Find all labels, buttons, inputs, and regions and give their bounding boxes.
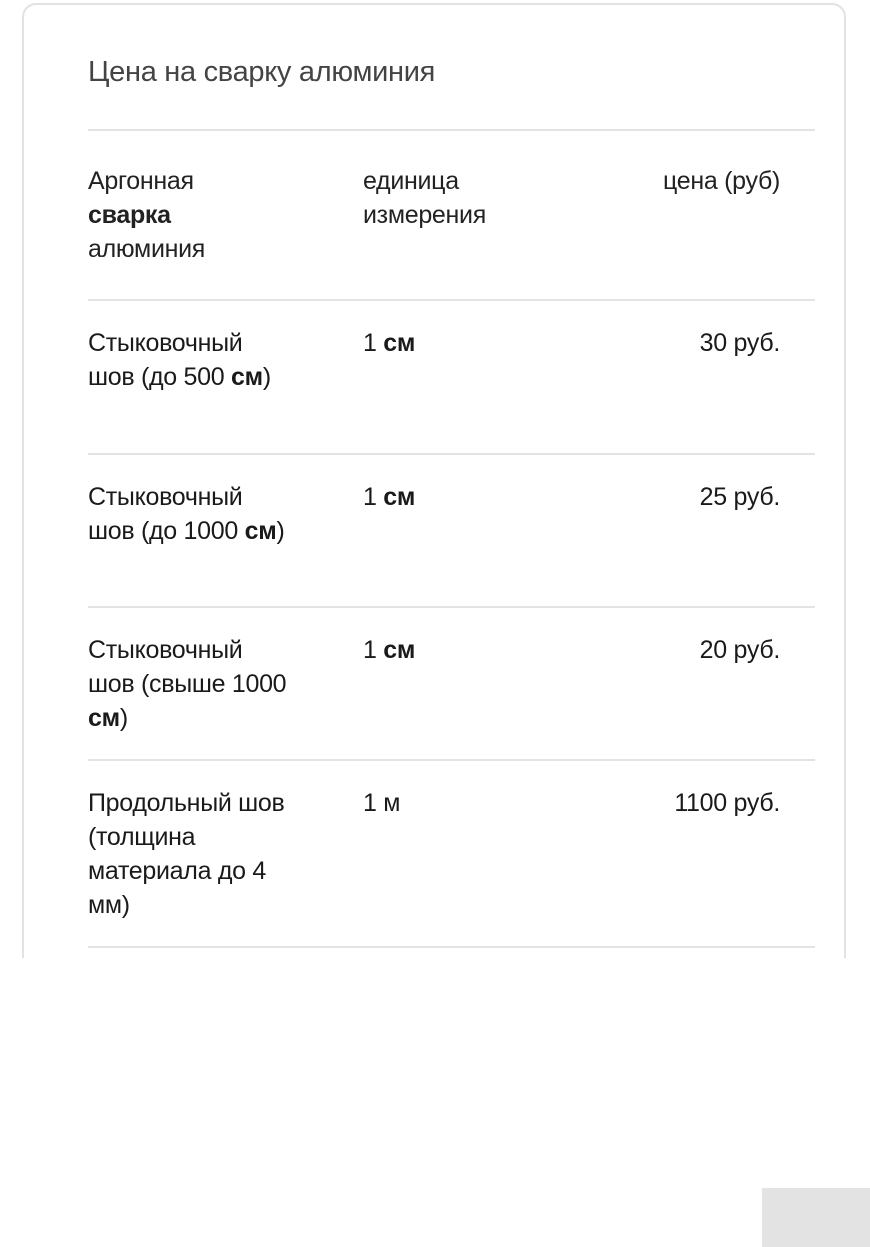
text-bold: см xyxy=(383,329,416,357)
price: 25 руб. xyxy=(699,483,780,511)
header-text-bold: сварка xyxy=(88,201,171,229)
text: ) xyxy=(276,517,285,545)
header-text: Аргонная xyxy=(88,167,194,195)
text: ) xyxy=(262,363,271,391)
text-bold: см xyxy=(383,483,416,511)
text-bold: см xyxy=(231,363,263,391)
unit xyxy=(363,633,563,667)
unit xyxy=(363,480,563,514)
blank-area xyxy=(0,958,870,1247)
service-name xyxy=(88,633,293,735)
text: 1 м xyxy=(363,789,401,817)
price: 30 руб. xyxy=(699,329,780,357)
text: Стыковочный шов (до 1000 xyxy=(88,483,245,545)
text: 1 xyxy=(363,636,384,664)
divider xyxy=(88,606,815,608)
divider xyxy=(88,129,815,131)
header-unit: единица измерения xyxy=(363,167,486,229)
service-name xyxy=(88,326,293,394)
text-bold: см xyxy=(88,704,120,732)
header-price: цена (руб) xyxy=(663,167,780,195)
text: Стыковочный шов (до 500 xyxy=(88,329,243,391)
text-bold: см xyxy=(383,636,416,664)
card-title: Цена на сварку алюминия xyxy=(88,56,436,88)
header-service xyxy=(88,164,293,266)
divider xyxy=(88,453,815,455)
price: 1100 руб. xyxy=(674,789,780,817)
text: Стыковочный шов (свыше 1000 xyxy=(88,636,287,698)
text: Продольный шов (толщина материала до 4 мм) xyxy=(88,789,285,919)
text: ) xyxy=(119,704,128,732)
text: 1 xyxy=(363,329,384,357)
price: 20 руб. xyxy=(699,636,780,664)
divider xyxy=(88,759,815,761)
unit xyxy=(363,786,563,820)
service-name xyxy=(88,480,293,548)
text-bold: см xyxy=(244,517,277,545)
unit xyxy=(363,326,563,360)
service-name xyxy=(88,786,293,922)
divider xyxy=(88,946,815,948)
scroll-to-top-button[interactable] xyxy=(762,1188,870,1247)
divider xyxy=(88,299,815,301)
text: 1 xyxy=(363,483,384,511)
header-text: алюминия xyxy=(88,235,206,263)
